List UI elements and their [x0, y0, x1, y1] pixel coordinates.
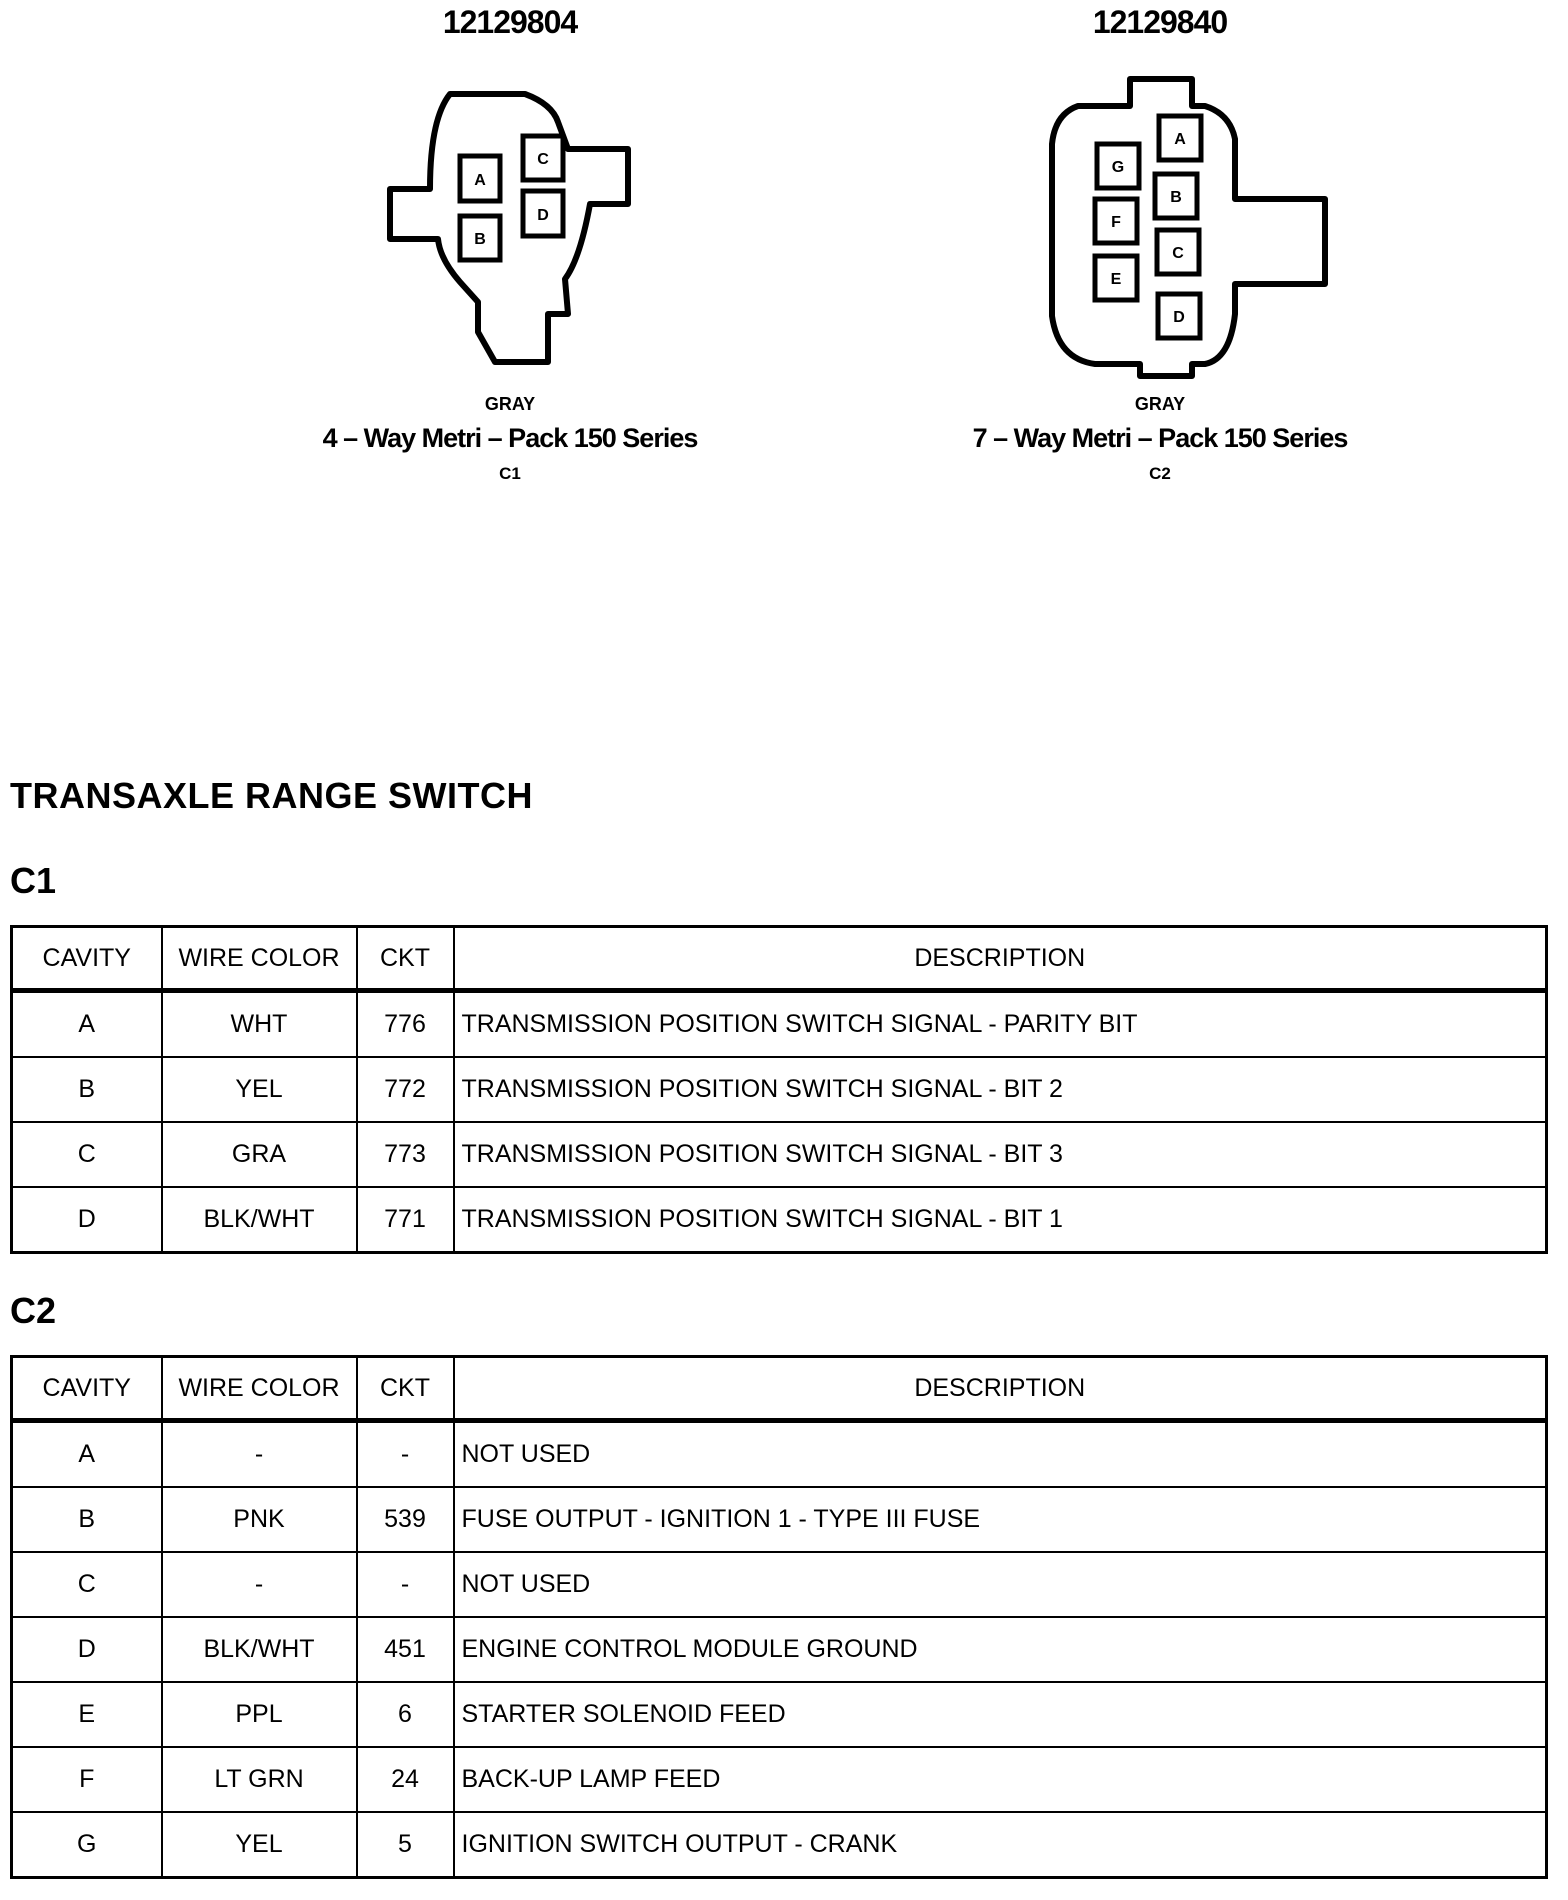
table-row — [12, 1747, 1547, 1812]
cell-wire-color: YEL — [162, 1057, 357, 1122]
cell-ckt: 773 — [357, 1122, 454, 1187]
cavity-b — [460, 216, 500, 260]
connector-c1-diagram — [290, 44, 730, 384]
cell-ckt: - — [357, 1552, 454, 1617]
cell-cavity: C — [12, 1552, 162, 1617]
cell-description: TRANSMISSION POSITION SWITCH SIGNAL - BIT 3 — [454, 1122, 1547, 1187]
cell-description: TRANSMISSION POSITION SWITCH SIGNAL - BIT 1 — [454, 1187, 1547, 1253]
cell-ckt: 772 — [357, 1057, 454, 1122]
cell-description: STARTER SOLENOID FEED — [454, 1682, 1547, 1747]
table-row — [12, 1421, 1547, 1488]
svg-text:E: E — [1110, 271, 1122, 288]
cavity-a — [460, 156, 500, 201]
svg-text:D: D — [537, 207, 549, 224]
cavity-g — [1097, 144, 1139, 188]
cavity-c — [523, 136, 563, 180]
cell-wire-color: - — [162, 1552, 357, 1617]
part-number: 12129840 — [1092, 4, 1228, 40]
table-heading-c1: C1 — [10, 860, 57, 901]
table-row — [12, 1552, 1547, 1617]
cell-description: TRANSMISSION POSITION SWITCH SIGNAL - PARITY BIT — [454, 991, 1547, 1058]
part-number: 12129804 — [442, 4, 578, 40]
page-title: TRANSAXLE RANGE SWITCH — [10, 775, 533, 816]
cell-wire-color: GRA — [162, 1122, 357, 1187]
cell-description: BACK-UP LAMP FEED — [454, 1747, 1547, 1812]
connector-color: GRAY — [1134, 394, 1186, 414]
connector-label: C2 — [1149, 464, 1171, 483]
cell-description: TRANSMISSION POSITION SWITCH SIGNAL - BIT 2 — [454, 1057, 1547, 1122]
cell-ckt: 539 — [357, 1487, 454, 1552]
cavity-b — [1155, 174, 1197, 218]
svg-text:F: F — [1111, 214, 1121, 231]
cavity-d — [523, 191, 563, 236]
table-row — [12, 1122, 1547, 1187]
header-cavity: CAVITY — [12, 1357, 162, 1421]
cell-ckt: 451 — [357, 1617, 454, 1682]
header-ckt: CKT — [357, 927, 454, 991]
svg-text:B: B — [474, 231, 486, 248]
pinout-table-c2 — [10, 1355, 1548, 1879]
cell-description: NOT USED — [454, 1552, 1547, 1617]
cell-description: NOT USED — [454, 1421, 1547, 1488]
cell-wire-color: PPL — [162, 1682, 357, 1747]
svg-text:A: A — [474, 172, 486, 189]
connector-c2 — [930, 0, 1390, 484]
header-description: DESCRIPTION — [454, 1357, 1547, 1421]
table-heading-c2: C2 — [10, 1290, 57, 1331]
table-row — [12, 1812, 1547, 1878]
svg-text:G: G — [1111, 159, 1125, 176]
cell-cavity: F — [12, 1747, 162, 1812]
connector-series: 4 – Way Metri – Pack 150 Series — [322, 423, 698, 453]
connector-c1-outline — [390, 94, 628, 362]
connector-label: C1 — [499, 464, 521, 483]
cell-description: FUSE OUTPUT - IGNITION 1 - TYPE III FUSE — [454, 1487, 1547, 1552]
table-row — [12, 1057, 1547, 1122]
table-row — [12, 1187, 1547, 1253]
connector-series: 7 – Way Metri – Pack 150 Series — [972, 423, 1348, 453]
table-row — [12, 1682, 1547, 1747]
cell-cavity: A — [12, 1421, 162, 1488]
cell-ckt: 771 — [357, 1187, 454, 1253]
cell-ckt: 6 — [357, 1682, 454, 1747]
cell-description: IGNITION SWITCH OUTPUT - CRANK — [454, 1812, 1547, 1878]
cell-description: ENGINE CONTROL MODULE GROUND — [454, 1617, 1547, 1682]
cell-ckt: 5 — [357, 1812, 454, 1878]
pinout-table-c1 — [10, 925, 1548, 1254]
header-ckt: CKT — [357, 1357, 454, 1421]
cell-ckt: 776 — [357, 991, 454, 1058]
connector-color: GRAY — [484, 394, 536, 414]
table-row — [12, 1487, 1547, 1552]
cell-wire-color: - — [162, 1421, 357, 1488]
cell-cavity: D — [12, 1187, 162, 1253]
cell-cavity: E — [12, 1682, 162, 1747]
header-wire-color: WIRE COLOR — [162, 927, 357, 991]
cell-cavity: G — [12, 1812, 162, 1878]
svg-text:C: C — [1172, 245, 1184, 262]
cell-wire-color: BLK/WHT — [162, 1617, 357, 1682]
cell-cavity: B — [12, 1057, 162, 1122]
svg-text:A: A — [1174, 131, 1186, 148]
cell-wire-color: LT GRN — [162, 1747, 357, 1812]
header-wire-color: WIRE COLOR — [162, 1357, 357, 1421]
svg-text:B: B — [1170, 189, 1182, 206]
table-header-row — [12, 927, 1547, 991]
cell-wire-color: YEL — [162, 1812, 357, 1878]
cell-wire-color: BLK/WHT — [162, 1187, 357, 1253]
cavity-a — [1159, 116, 1201, 160]
cell-cavity: A — [12, 991, 162, 1058]
cell-ckt: 24 — [357, 1747, 454, 1812]
header-description: DESCRIPTION — [454, 927, 1547, 991]
table-row — [12, 991, 1547, 1058]
cell-cavity: C — [12, 1122, 162, 1187]
cavity-f — [1095, 199, 1137, 243]
cell-cavity: D — [12, 1617, 162, 1682]
cavity-e — [1095, 256, 1137, 300]
connector-c2-diagram — [930, 44, 1390, 384]
table-row — [12, 1617, 1547, 1682]
cavity-c — [1157, 230, 1199, 274]
svg-text:D: D — [1173, 309, 1185, 326]
cell-ckt: - — [357, 1421, 454, 1488]
cell-wire-color: WHT — [162, 991, 357, 1058]
connector-c1 — [290, 0, 730, 484]
table-header-row — [12, 1357, 1547, 1421]
header-cavity: CAVITY — [12, 927, 162, 991]
cell-wire-color: PNK — [162, 1487, 357, 1552]
cavity-d — [1158, 294, 1200, 338]
cell-cavity: B — [12, 1487, 162, 1552]
svg-text:C: C — [537, 151, 549, 168]
